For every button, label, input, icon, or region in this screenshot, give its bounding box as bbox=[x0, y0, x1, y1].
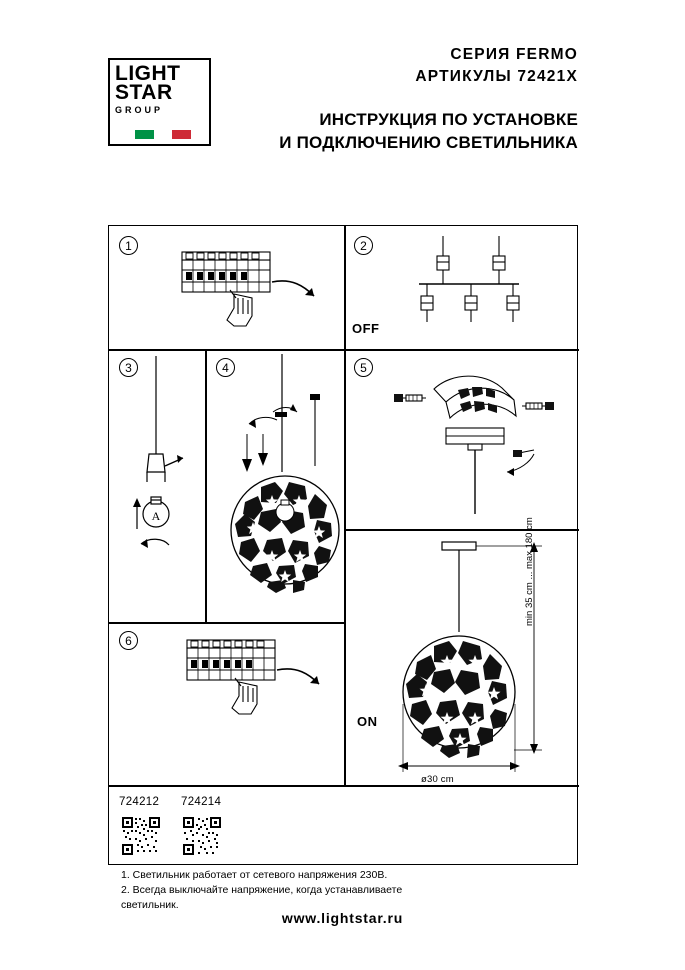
italian-flag-icon bbox=[135, 130, 191, 139]
qr-code-1 bbox=[121, 816, 161, 856]
header-text bbox=[228, 44, 578, 154]
divider-h-2 bbox=[109, 622, 344, 624]
note-1: 1. Светильник работает от сетевого напряжения 230В. bbox=[121, 869, 388, 881]
step-5-illustration bbox=[374, 354, 574, 524]
step-number-6: 6 bbox=[119, 631, 138, 650]
step-number-3: 3 bbox=[119, 358, 138, 377]
step-number-2: 2 bbox=[354, 236, 373, 255]
divider-h-1 bbox=[109, 349, 344, 351]
logo-line-2: STAR bbox=[115, 81, 173, 104]
step-3-illustration bbox=[127, 354, 205, 604]
instruction-title-line-2: И ПОДКЛЮЧЕНИЮ СВЕТИЛЬНИКА bbox=[279, 133, 578, 152]
step-number-1: 1 bbox=[119, 236, 138, 255]
article-line: АРТИКУЛЫ 72421X bbox=[415, 68, 578, 85]
step-1-caption: OFF bbox=[352, 321, 380, 336]
diameter-dimension-label: ø30 cm bbox=[421, 774, 454, 785]
step-6-caption: ON bbox=[357, 714, 378, 729]
step-number-5: 5 bbox=[354, 358, 373, 377]
step-number-4: 4 bbox=[216, 358, 235, 377]
divider-v-2 bbox=[205, 349, 207, 622]
instruction-title-line-1: ИНСТРУКЦИЯ ПО УСТАНОВКЕ bbox=[319, 110, 578, 129]
logo-line-1: LIGHT bbox=[115, 62, 181, 85]
note-2: 2. Всегда выключайте напряжение, когда устанавливаете светильник. bbox=[121, 884, 403, 911]
step-4-illustration bbox=[227, 354, 345, 614]
safety-notes bbox=[121, 868, 441, 913]
height-dimension-label: min 35 cm ... max 180 cm bbox=[524, 517, 535, 626]
brand-logo bbox=[108, 58, 211, 146]
logo-group-label: GROUP bbox=[115, 105, 164, 115]
product-code-1: 724212 bbox=[119, 796, 160, 808]
svg-text:A: A bbox=[151, 509, 161, 523]
divider-h-5 bbox=[344, 529, 579, 531]
footer-website: www.lightstar.ru bbox=[281, 910, 404, 926]
series-line: СЕРИЯ FERMO bbox=[450, 46, 578, 63]
divider-h-3 bbox=[109, 785, 579, 787]
step-6-illustration bbox=[169, 626, 349, 736]
product-code-2: 724214 bbox=[181, 796, 222, 808]
qr-code-2 bbox=[182, 816, 222, 856]
steps-frame bbox=[108, 225, 578, 911]
product-dimension-drawing bbox=[364, 534, 574, 784]
step-2-illustration bbox=[399, 234, 559, 339]
header bbox=[108, 44, 578, 174]
divider-h-4 bbox=[344, 349, 579, 351]
step-1-illustration bbox=[164, 238, 344, 343]
